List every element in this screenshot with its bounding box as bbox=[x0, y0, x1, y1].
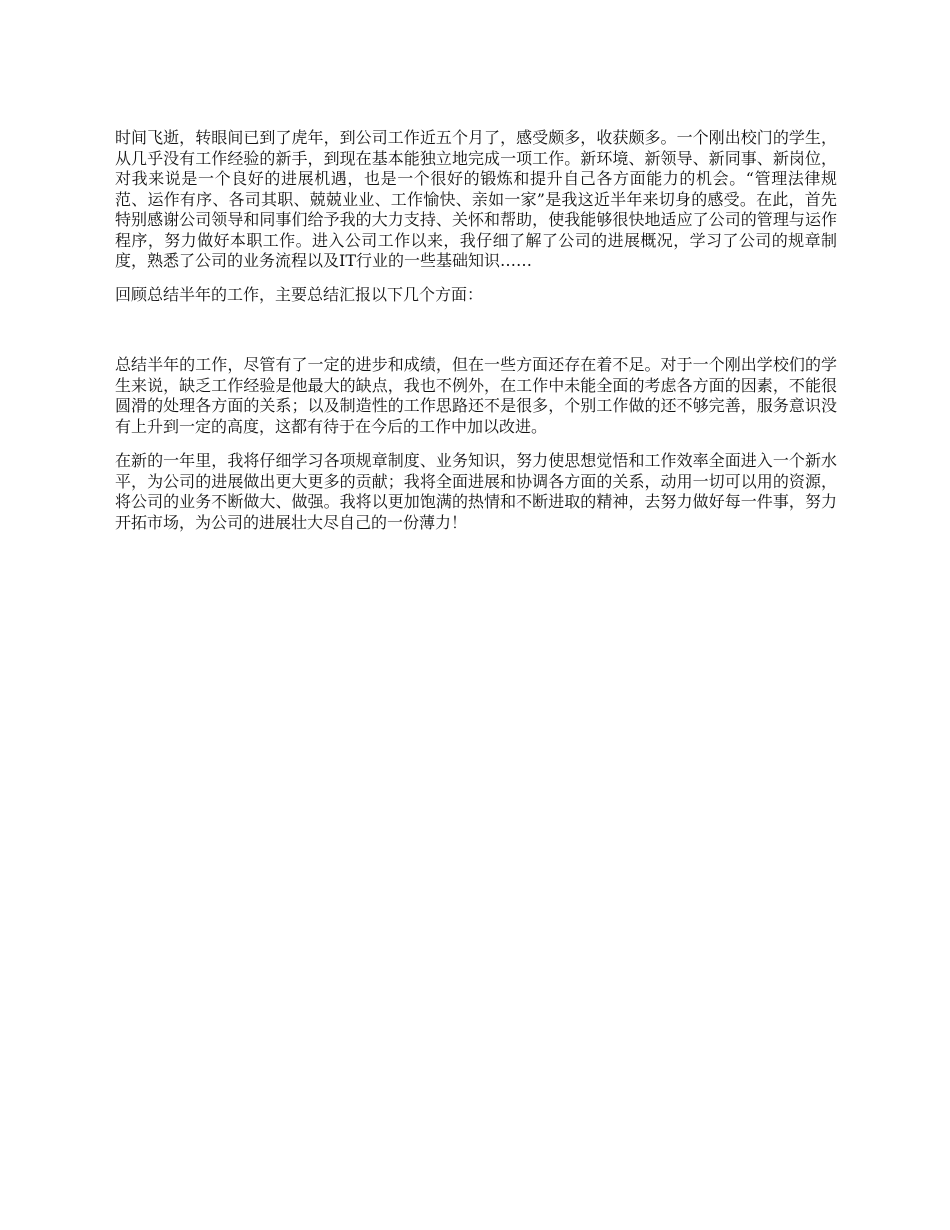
document-body bbox=[115, 128, 837, 547]
paragraph-intro: 时间飞逝，转眼间已到了虎年，到公司工作近五个月了，感受颇多，收获颇多。一个刚出校门的学生，从几乎没有工作经验的新手，到现在基本能独立地完成一项工作。新环境、新领导、新同事、新岗位，对我来说是一个良好的进展机遇，也是一个很好的锻炼和提升自己各方面能力的机会。“管理法律规范、运作有序、各司其职、兢兢业业、工作愉快、亲如一家”是我这近半年来切身的感受。在此，首先特别感谢公司领导和同事们给予我的大力支持、关怀和帮助，使我能够很快地适应了公司的管理与运作程序，努力做好本职工作。进入公司工作以来，我仔细了解了公司的进展概况，学习了公司的规章制度，熟悉了公司的业务流程以及IT行业的一些基础知识…… bbox=[115, 128, 837, 270]
paragraph-shortcomings: 总结半年的工作，尽管有了一定的进步和成绩，但在一些方面还存在着不足。对于一个刚出学校们的学生来说，缺乏工作经验是他最大的缺点，我也不例外，在工作中未能全面的考虑各方面的因素，不能很圆滑的处理各方面的关系；以及制造性的工作思路还不是很多，个别工作做的还不够完善，服务意识没有上升到一定的高度，这都有待于在今后的工作中加以改进。 bbox=[115, 355, 837, 436]
paragraph-review-lead: 回顾总结半年的工作，主要总结汇报以下几个方面： bbox=[115, 284, 484, 304]
paragraph-outlook: 在新的一年里，我将仔细学习各项规章制度、业务知识，努力使思想觉悟和工作效率全面进入一个新水平，为公司的进展做出更大更多的贡献；我将全面进展和协调各方面的关系，动用一切可以用的资源，将公司的业务不断做大、做强。我将以更加饱满的热情和不断进取的精神，去努力做好每一件事，努力开拓市场，为公司的进展壮大尽自己的一份薄力！ bbox=[115, 451, 837, 532]
